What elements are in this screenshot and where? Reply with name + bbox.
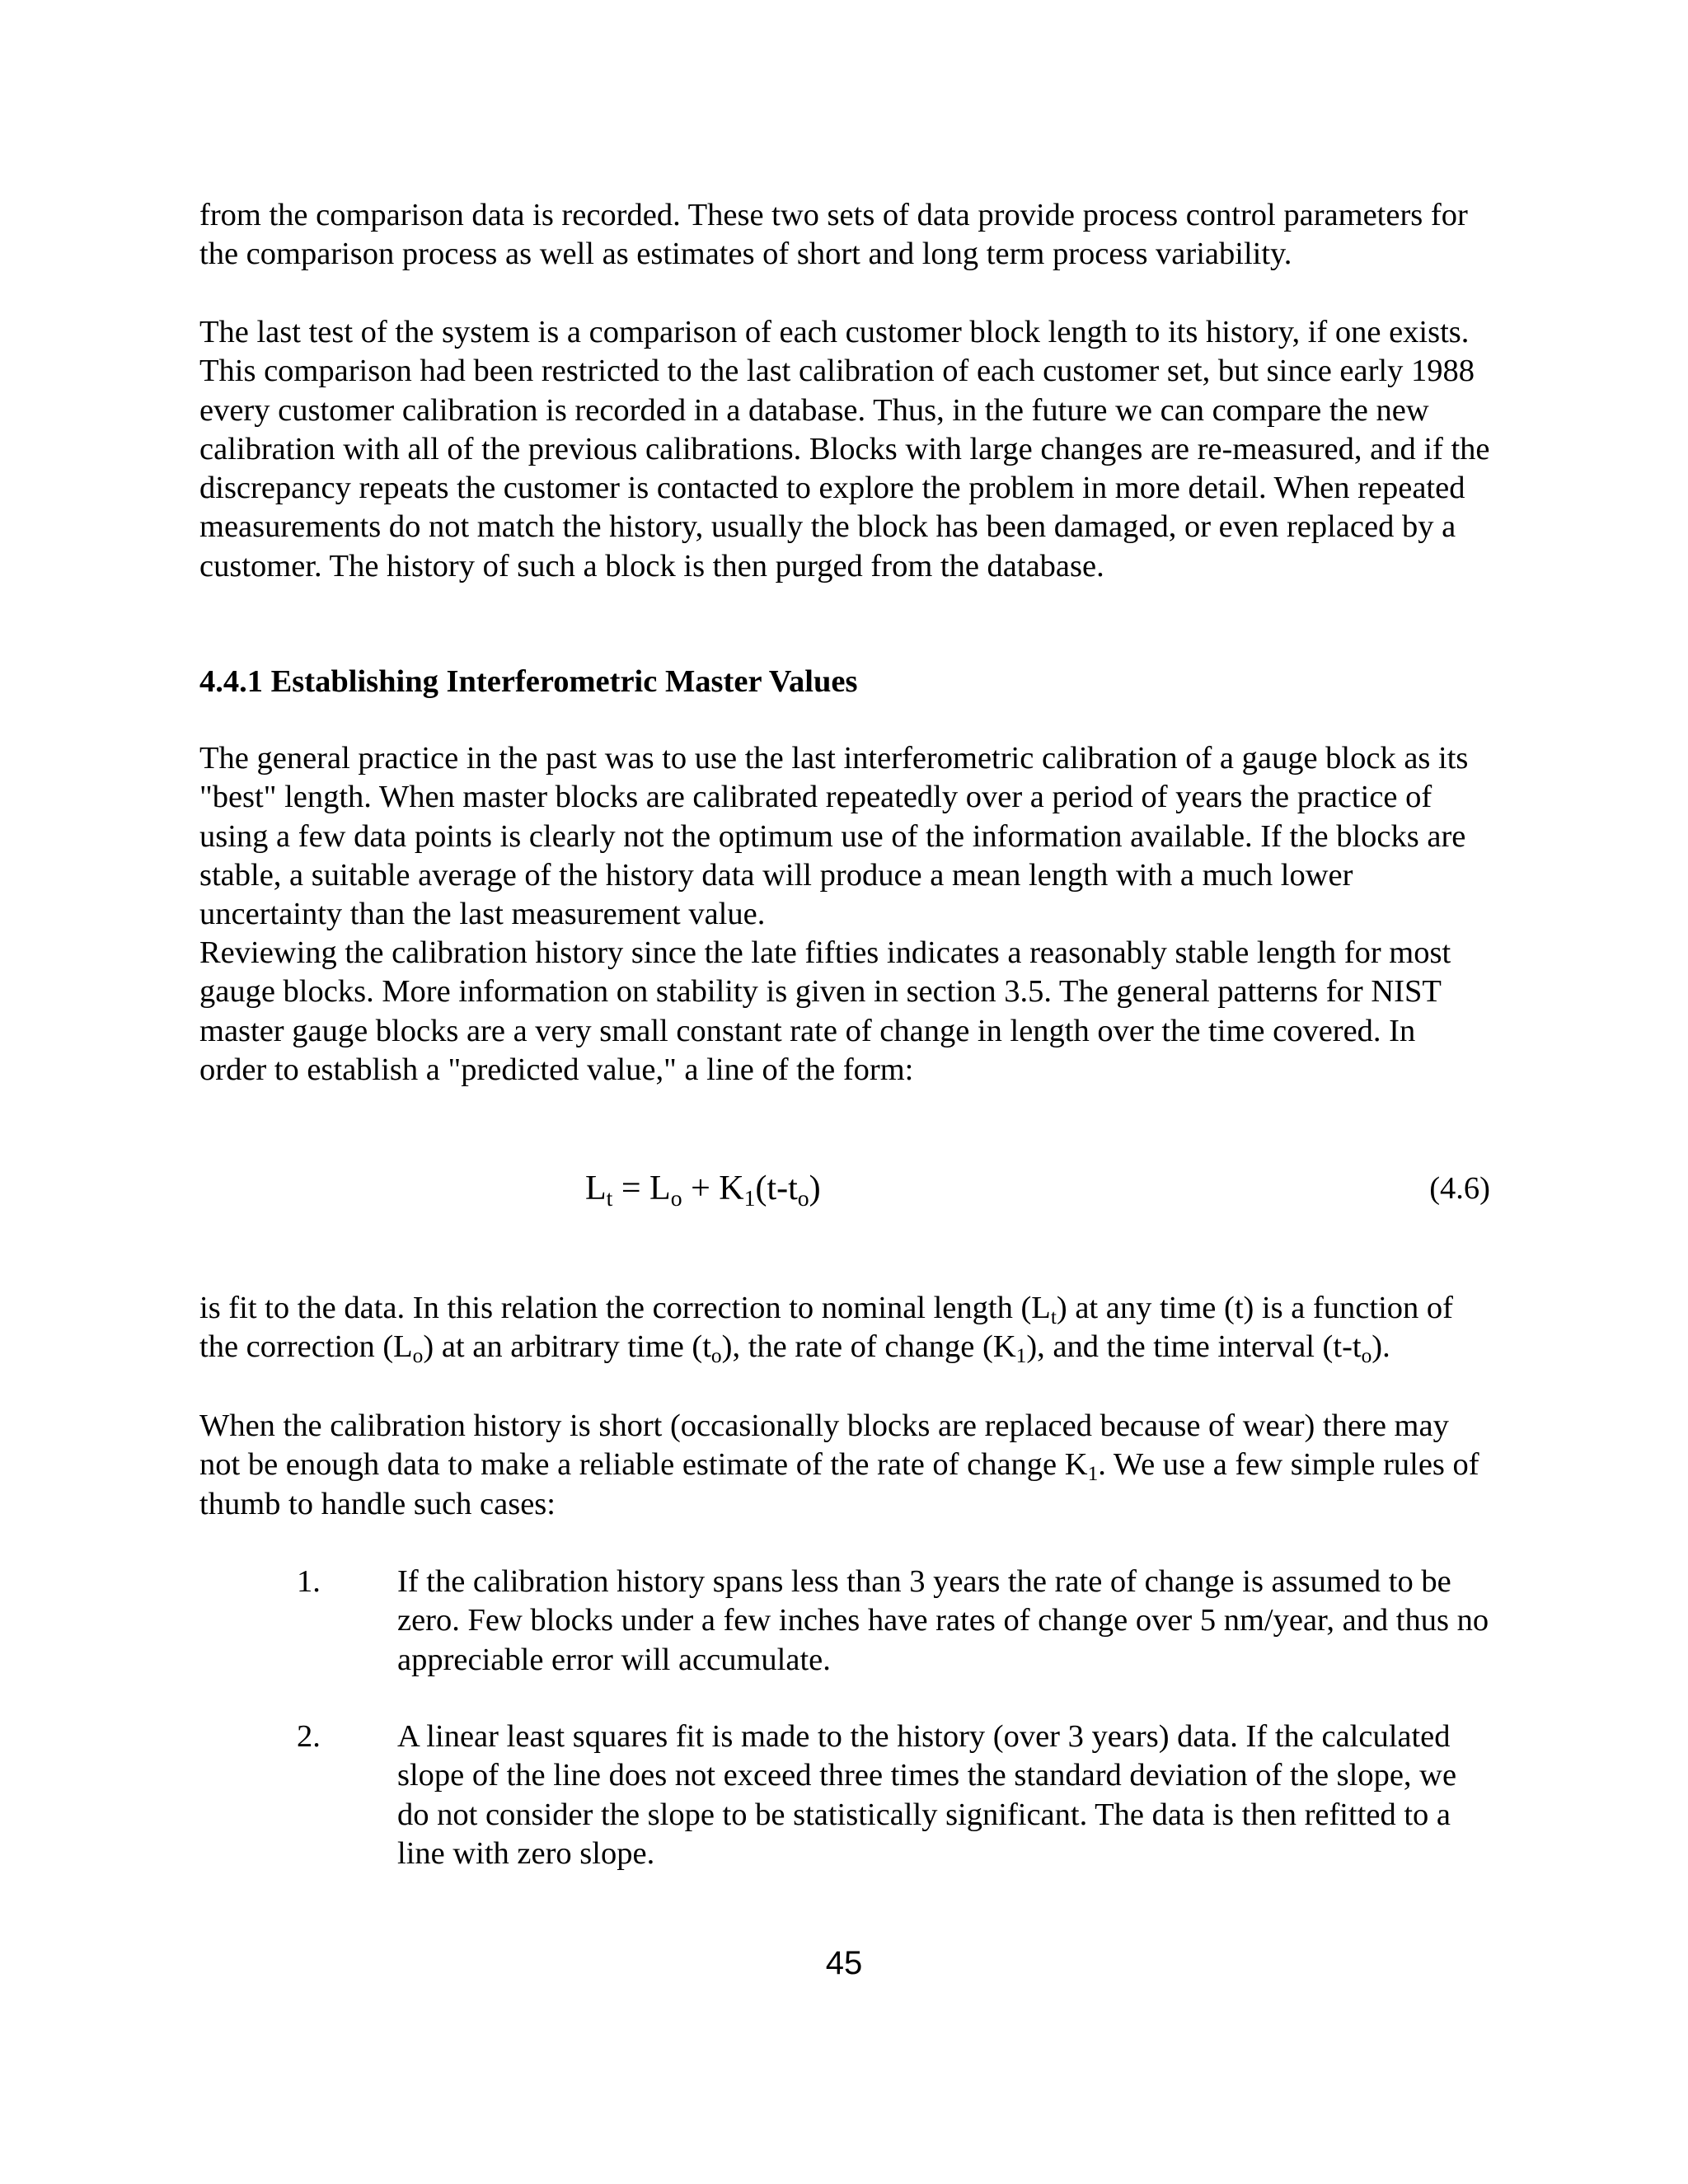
equation-4-6: [199, 1164, 1490, 1213]
list-item-number: 1.: [297, 1564, 321, 1599]
equation-expression: $L_t = L_o + K_1(t-t_o)$: [585, 1169, 821, 1211]
paragraph-intro-continuation: from the comparison data is recorded. These two sets of data provide process control parameters for the comparison process as well as estimates of short and long term process variability.: [199, 198, 1468, 272]
section-heading: 4.4.1 Establishing Interferometric Master Values: [199, 664, 858, 699]
paragraph-calibration-history-review: Reviewing the calibration history since the late fifties indicates a reasonably stable length for most gauge blocks. More information on stability is given in section 3.5. The general patterns for NIST master gauge blocks are a very small constant rate of change in length over the time covered. In order to establish a "predicted value," a line of the form:: [199, 935, 1451, 1087]
list-item-text: A linear least squares fit is made to the history (over 3 years) data. If the calculated slope of the line does not exceed three times the standard deviation of the slope, we do not consider the slope to be statistically significant. The data is then refitted to a line with zero slope.: [397, 1719, 1457, 1871]
page-number: 45: [825, 1945, 863, 1981]
list-item-text: If the calibration history spans less than 3 years the rate of change is assumed to be zero. Few blocks under a few inches have rates of change over 5 nm/year, and thus no appreciable error will accumulate.: [397, 1564, 1489, 1677]
equation-number: (4.6): [1429, 1171, 1490, 1206]
paragraph-fit-explanation: is fit to the data. In this relation the correction to nominal length $(L_t)$ at any time (t) is a function of the correction $(L_o)$ at an arbitrary time $(t_o)$, the rate of change $(K_1)$, and the time interval $(t-t_o)$.: [199, 1291, 1453, 1368]
list-item-number: 2.: [297, 1719, 321, 1754]
paragraph-general-practice: The general practice in the past was to use the last interferometric calibration of a gauge block as its "best" length. When master blocks are calibrated repeatedly over a period of years the practice of using a few data points is clearly not the optimum use of the information available. If the blocks are stable, a suitable average of the history data will produce a mean length with a much lower uncertainty than the last measurement value.: [199, 741, 1469, 932]
paragraph-customer-history-test: The last test of the system is a comparison of each customer block length to its history, if one exists. This comparison had been restricted to the last calibration of each customer set, but since early 1988 every customer calibration is recorded in a database. Thus, in the future we can compare the new calibration with all of the previous calibrations. Blocks with large changes are re-measured, and if the discrepancy repeats the customer is contacted to explore the problem in more detail. When repeated measurements do not match the history, usually the block has been damaged, or even replaced by a customer. The history of such a block is then purged from the database.: [199, 315, 1490, 583]
paragraph-short-history: When the calibration history is short (occasionally blocks are replaced because of wear) there may not be enough data to make a reliable estimate of the rate of change $K_1$. We use a few simple rules of thumb to handle such cases:: [199, 1408, 1479, 1521]
